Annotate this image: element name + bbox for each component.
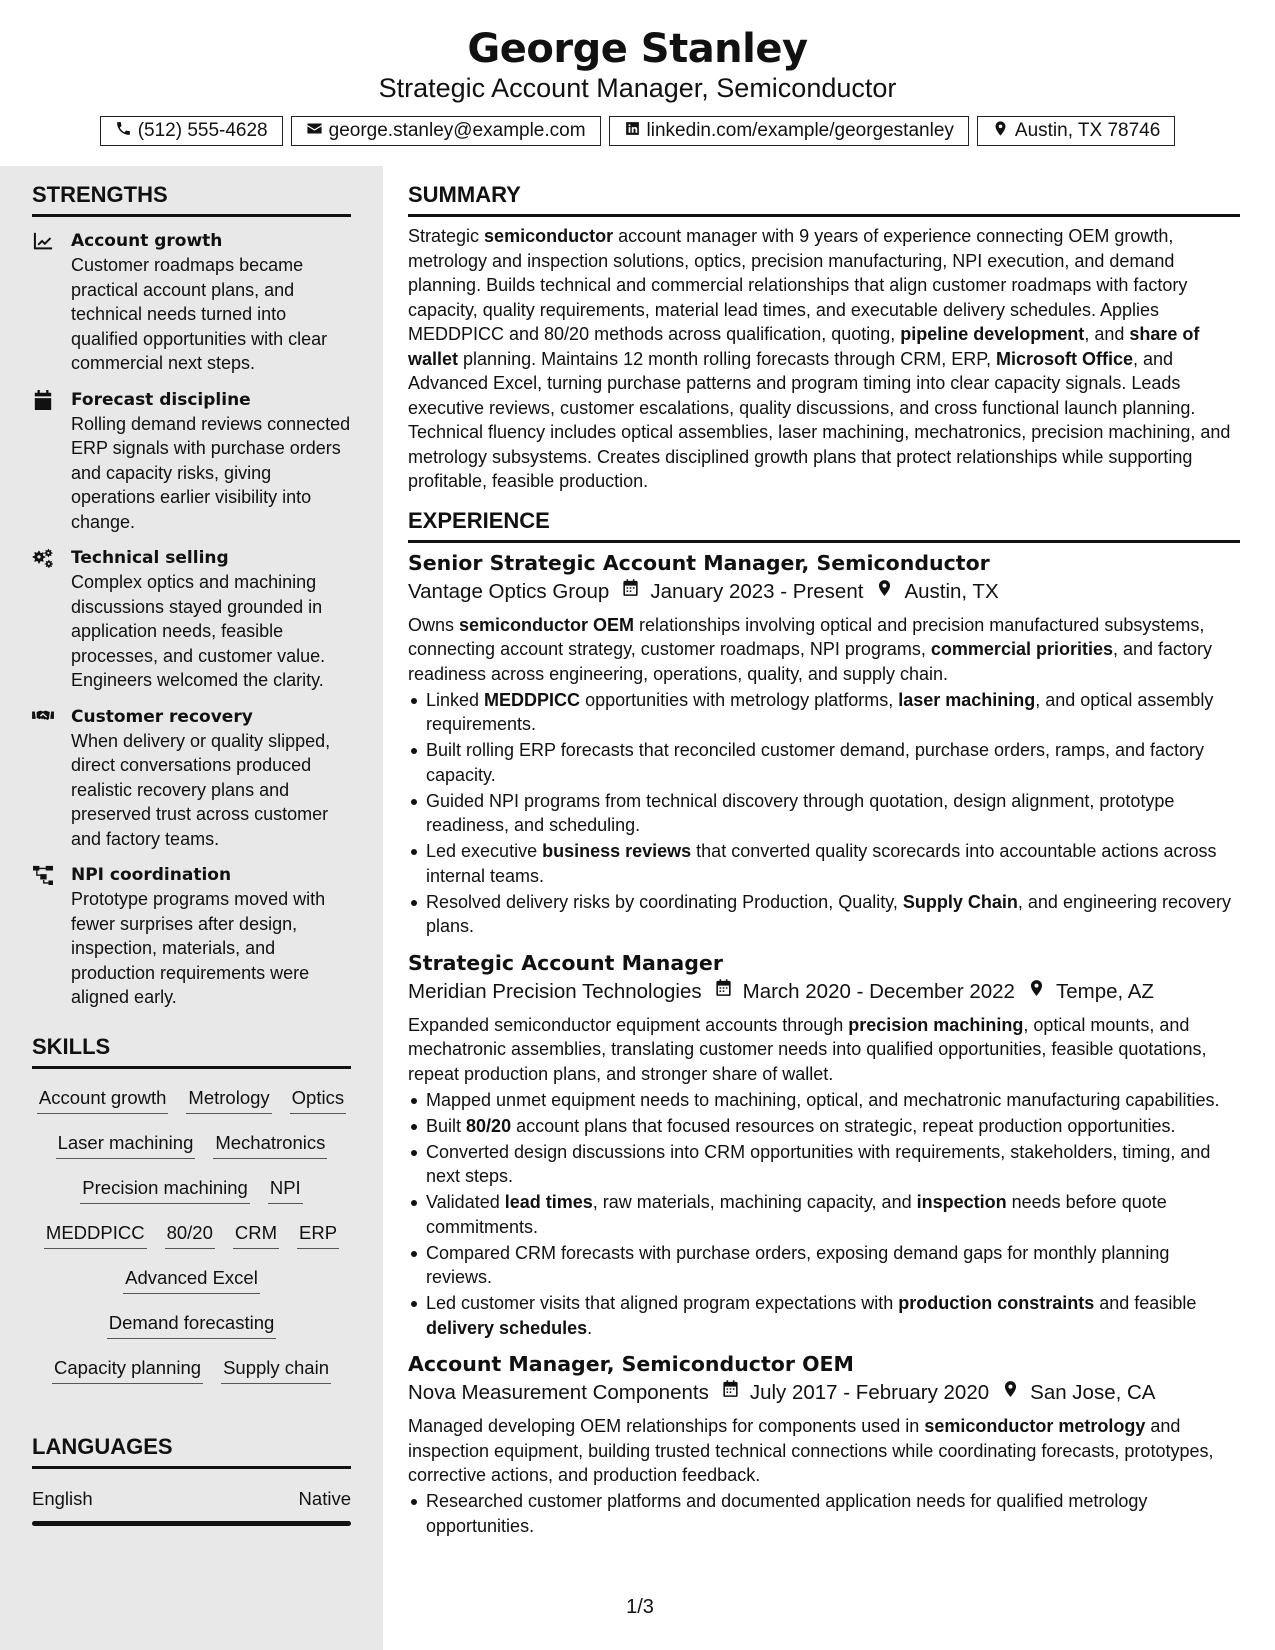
calendar-icon [709,1378,750,1408]
handshake-icon [32,707,54,727]
skill-tag: Advanced Excel [123,1265,260,1294]
calendar-icon [609,577,650,607]
contact-email[interactable] [291,116,601,146]
email-text: george.stanley@example.com [328,120,586,141]
languages-heading: LANGUAGES [32,1434,351,1469]
skill-row [32,1265,351,1310]
experience-heading: EXPERIENCE [408,508,1240,543]
contact-location[interactable] [977,116,1175,146]
strength-desc: Complex optics and machining discussions stayed grounded in application needs, feasible processes, and customer value. Engineers welcomed the clarity. [71,572,326,690]
skill-row [32,1175,351,1220]
job-entry [408,949,1240,1341]
strength-title: Forecast discipline [71,389,251,410]
map-pin-icon [989,1378,1030,1408]
phone-icon [115,120,132,143]
strength-item [32,863,351,1010]
strength-desc: Prototype programs moved with fewer surprises after design, inspection, materials, and production requirements were aligned early. [71,889,326,1007]
summary-text: Strategic semiconductor account manager with 9 years of experience connecting OEM growth, metrology and inspection solutions, optics, precision manufacturing, NPI execution, and demand planning. Builds technical and commercial relationships that align customer roadmaps with factory capacity, quality requirements, material lead times, and executable delivery schedules. Applies MEDDPICC and 80/20 methods across qualification, quoting, pipeline development, and share of wallet planning. Maintains 12 month rolling forecasts through CRM, ERP, Microsoft Office, and Advanced Excel, turning purchase patterns and program timing into clear capacity signals. Leads executive reviews, customer escalations, quality discussions, and cross functional launch planning. Technical fluency includes optical assemblies, laser machining, mechatronics, precision machining, and metrology subsystems. Creates disciplined growth plans that protect relationships while supporting profitable, feasible production. [408,226,1231,491]
contact-phone[interactable] [100,116,283,146]
strength-desc: Rolling demand reviews connected ERP signals with purchase orders and capacity risks, giving operations earlier visibility into change. [71,413,351,532]
job-description: Owns semiconductor OEM relationships involving optical and precision manufactured subsystems, connecting account strategy, customer roadmaps, NPI programs, commercial priorities, and factory readiness across engineering, operations, quality, and supply chain. [408,614,1213,684]
chart-line-icon [32,231,54,251]
job-bullet: Mapped unmet equipment needs to machining, optical, and mechatronic manufacturing capabilities. [408,1088,1240,1113]
job-entry [408,549,1240,939]
job-meta [408,977,1240,1007]
job-bullet: Converted design discussions into CRM opportunities with requirements, stakeholders, timing, and next steps. [408,1140,1240,1189]
skill-tag: CRM [233,1220,279,1249]
strength-desc: When delivery or quality slipped, direct conversations produced realistic recovery plans and preserved trust across customer and factory teams. [71,730,331,849]
skill-tag: ERP [297,1220,339,1249]
skill-tag: 80/20 [165,1220,215,1249]
strength-title: NPI coordination [71,865,232,885]
strength-item [32,705,351,852]
job-bullet: Compared CRM forecasts with purchase orders, exposing demand gaps for monthly planning reviews. [408,1241,1240,1290]
language-proficiency-bar [32,1521,351,1526]
contact-bar [0,116,1275,146]
strength-item [32,546,351,693]
job-bullet: Validated lead times, raw materials, machining capacity, and inspection needs before quote commitments. [408,1190,1240,1239]
strength-item [32,229,351,376]
skills-heading: SKILLS [32,1034,351,1069]
main-content [408,166,1240,1538]
skill-tag: Laser machining [56,1130,196,1159]
job-bullet: Led executive business reviews that converted quality scorecards into accountable actions across internal teams. [408,839,1240,888]
candidate-role: Strategic Account Manager, Semiconductor [378,73,897,103]
skill-tag: NPI [268,1175,303,1204]
job-title: Account Manager, Semiconductor OEM [408,1352,854,1376]
skill-tag: MEDDPICC [44,1220,147,1249]
company-name: Nova Measurement Components [408,1381,709,1404]
envelope-icon [306,120,323,143]
skill-tag: Precision machining [80,1175,250,1204]
skill-tag: Account growth [37,1085,169,1114]
gears-icon [32,548,54,568]
skill-tag: Demand forecasting [107,1310,277,1339]
strengths-heading: STRENGTHS [32,182,351,217]
strength-desc: Customer roadmaps became practical account plans, and technical needs turned into qualified opportunities with clear commercial next steps. [71,255,328,373]
map-pin-icon [992,120,1009,143]
job-bullet: Resolved delivery risks by coordinating Production, Quality, Supply Chain, and engineering recovery plans. [408,890,1240,939]
candidate-name: George Stanley [467,26,808,72]
location-text: Austin, TX 78746 [1014,120,1161,141]
job-meta [408,1378,1240,1408]
job-location: Austin, TX [904,579,999,603]
job-title: Senior Strategic Account Manager, Semiconductor [408,550,990,575]
skills-list [32,1085,351,1400]
job-bullets [408,1088,1240,1341]
contact-linkedin[interactable] [609,116,969,146]
job-bullet: Linked MEDDPICC opportunities with metrology platforms, laser machining, and optical assembly requirements. [408,688,1240,737]
skill-row [32,1310,351,1355]
language-level: Native [298,1487,351,1509]
job-title: Strategic Account Manager [408,950,723,975]
linkedin-text: linkedin.com/example/georgestanley [646,120,954,141]
skill-tag: Metrology [186,1085,271,1114]
strength-title: Technical selling [71,548,229,568]
diagram-icon [32,865,54,885]
job-bullets [408,1489,1240,1538]
skill-row [32,1355,351,1400]
language-item [32,1487,351,1526]
job-location: San Jose, CA [1030,1381,1156,1404]
map-pin-icon [863,577,904,607]
strength-title: Account growth [71,231,223,251]
summary-heading: SUMMARY [408,182,1240,217]
job-bullets [408,688,1240,939]
strength-title: Customer recovery [71,706,253,727]
linkedin-icon [624,120,641,143]
resume-header [0,0,1275,146]
job-description: Expanded semiconductor equipment accounts through precision machining, optical mounts, and mechatronic assemblies, translating customer needs into qualified opportunities, feasible quotations, repeat production plans, and stronger share of wallet. [408,1014,1207,1084]
job-bullet: Built rolling ERP forecasts that reconciled customer demand, purchase orders, ramps, and factory capacity. [408,738,1240,787]
calendar-icon [702,977,743,1007]
skill-tag: Optics [290,1085,346,1114]
job-bullet: Guided NPI programs from technical discovery through quotation, design alignment, prototype readiness, and scheduling. [408,789,1240,838]
job-meta [408,577,1240,607]
skill-row [32,1085,351,1130]
skill-tag: Supply chain [221,1355,331,1384]
job-dates: July 2017 - February 2020 [749,1381,990,1404]
skill-row [32,1130,351,1175]
job-dates: January 2023 - Present [650,579,864,603]
page-number: 1/3 [626,1596,654,1618]
job-dates: March 2020 - December 2022 [742,979,1015,1003]
strength-item [32,388,351,535]
map-pin-icon [1015,977,1056,1007]
language-name: English [32,1487,93,1509]
skill-tag: Mechatronics [213,1130,327,1159]
skill-row [32,1220,351,1265]
company-name: Vantage Optics Group [408,579,610,603]
skill-tag: Capacity planning [52,1355,203,1384]
job-bullet: Researched customer platforms and documented application needs for qualified metrology opportunities. [408,1489,1240,1538]
job-bullet: Led customer visits that aligned program expectations with production constraints and feasible delivery schedules. [408,1291,1240,1340]
job-bullet: Built 80/20 account plans that focused resources on strategic, repeat production opportunities. [408,1114,1240,1139]
job-description: Managed developing OEM relationships for components used in semiconductor metrology and inspection equipment, building trusted technical connections while coordinating forecasts, prototypes, corrective actions, and production feedback. [408,1416,1214,1485]
company-name: Meridian Precision Technologies [408,979,702,1003]
calendar-icon [32,390,54,410]
job-entry [408,1350,1240,1538]
job-location: Tempe, AZ [1055,979,1154,1003]
phone-text: (512) 555-4628 [137,120,268,141]
sidebar [0,166,383,1650]
